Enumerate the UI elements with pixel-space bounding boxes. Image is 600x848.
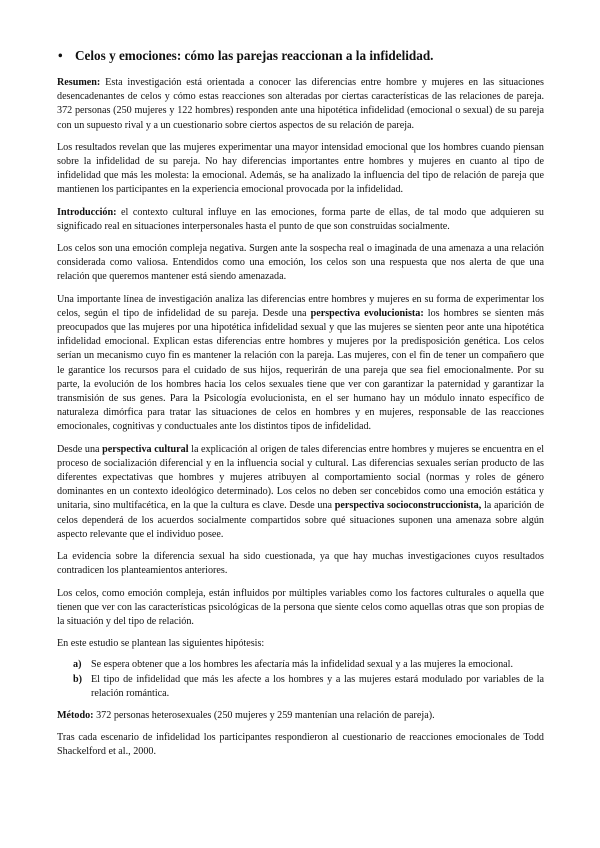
- list-item: [57, 673, 544, 701]
- bullet-icon: •: [58, 48, 63, 63]
- evolucionista-text-1: Una importante línea de investigación analiza las diferencias entre hombres y mujeres en su forma de experimentar los celos, según el tipo de infidelidad de su pareja. Desde una: [57, 293, 544, 319]
- list-item: [57, 658, 544, 672]
- cultural-paragraph: [57, 443, 544, 542]
- list-item-text: El tipo de infidelidad que más les afecte a los hombres y a las mujeres estará modulado por variables de la relación romántica.: [91, 673, 544, 699]
- hipotesis-intro: En este estudio se plantean las siguientes hipótesis:: [57, 638, 265, 650]
- evolucionista-paragraph: [57, 293, 544, 435]
- hipotesis-list: [57, 658, 544, 701]
- section-heading: [57, 48, 544, 64]
- list-item-text: Se espera obtener que a los hombres les afectaría más la infidelidad sexual y a las mujeres la emocional.: [91, 659, 513, 671]
- celos-compleja-paragraph: Los celos son una emoción compleja negativa. Surgen ante la sospecha real o imaginada de una amenaza a una relación considerada como valiosa. Entendidos como una emoción, los celos son una respuesta que nos alerta de que una relación que queremos mantener está siendo amenazada.: [57, 243, 544, 283]
- perspectiva-evolucionista-term: perspectiva evolucionista:: [310, 307, 424, 319]
- perspectiva-cultural-term: perspectiva cultural: [102, 443, 189, 455]
- introduccion-label: Introducción:: [57, 206, 117, 218]
- evidencia-paragraph: La evidencia sobre la diferencia sexual ha sido cuestionada, ya que hay muchas investigaciones cuyos resultados contradicen los planteamientos anteriores.: [57, 551, 544, 577]
- escenario-paragraph: Tras cada escenario de infidelidad los participantes respondieron al cuestionario de reacciones emocionales de Todd Shackelford et al., 2000.: [57, 732, 544, 758]
- document-page: [57, 48, 544, 768]
- cultural-text-1: Desde una: [57, 443, 103, 455]
- cultural-text-2: la explicación al origen de tales diferencias entre hombres y mujeres se encuentra en el proceso de socialización diferencial y en la influencia social y cultural. Las diferencias sexuales serían producto de las diferentes expectativas que hombres y mujeres atribuyen al comportamiento social (normas y roles de género dominantes en un contexto ideológico determinado). Los celos no deben ser concebidos como una emoción estática y unitaria, sino multifacética, en la que la cultura es clave. Desde una: [57, 443, 545, 512]
- introduccion-paragraph: [57, 206, 544, 234]
- resumen-paragraph: [57, 76, 544, 133]
- resumen-text: Esta investigación está orientada a conocer las diferencias entre hombre y mujeres en las situaciones desencadenantes de celos y cómo estas reacciones son alteradas por ciertas características de las relaciones de pareja. 372 personas (250 mujeres y 122 hombres) responden ante una hipotética infidelidad (emocional o sexual) de su pareja con un supuesto rival y a un cuestionario sobre ciertos aspectos de su relación de pareja.: [57, 77, 544, 131]
- section-title: Celos y emociones: cómo las parejas reaccionan a la infidelidad.: [75, 48, 434, 63]
- celos-variables-paragraph: Los celos, como emoción compleja, están influidos por múltiples variables como los factores culturales o aquella que tienen que ver con las características psicológicas de la persona que siente celos como aquellas otras que son propias de la situación y del tipo de relación.: [57, 587, 544, 627]
- metodo-label: Método:: [57, 709, 94, 721]
- resumen-label: Resumen:: [57, 77, 101, 88]
- evolucionista-text-2: los hombres se sienten más preocupados que las mujeres por una hipotética infidelidad sexual y que las mujeres se sienten peor ante una hipotética infidelidad emocional. Explican estas diferencias entre hombres y mujeres por la predisposición genética. Los celos serían un mecanismo cuyo fin es mantener la relación con la pareja. Las mujeres, con el fin de tener un compañero que le garantice los recursos para el cuidado de sus hijos, requerirán de una pareja que sea fiel emocionalmente. Por su parte, la evolución de los hombres hacia los celos sexuales tiene que ver con garantizar la paternidad y garantizar la transmisión de sus genes. Para la Psicología evolucionista, en el ser humano hay un módulo innato específico de naturaleza dimórfica para tratar las situaciones de celos en hombres y en mujeres, responsable de las reacciones emocionales, cognitivas y conductuales ante los distintos tipos de infidelidad.: [57, 307, 544, 433]
- cultural-text-3: la aparición de celos dependerá de los acuerdos socialmente compartidos sobre qué situaciones suponen una amenaza sobre algún aspecto relevante que el individuo posee.: [57, 500, 545, 540]
- list-marker: b): [73, 673, 83, 685]
- metodo-paragraph: [57, 709, 544, 723]
- list-marker: a): [73, 659, 82, 671]
- metodo-text: 372 personas heterosexuales (250 mujeres y 259 mantenían una relación de pareja).: [93, 709, 435, 721]
- perspectiva-socioconstruccionista-term: perspectiva socioconstruccionista,: [334, 500, 482, 512]
- introduccion-text: el contexto cultural influye en las emociones, forma parte de ellas, de tal modo que adquieren su significado real en situaciones interpersonales hasta el punto de que son construidas socialmente.: [57, 206, 544, 232]
- resultados-paragraph: Los resultados revelan que las mujeres experimentar una mayor intensidad emocional que los hombres cuando piensan sobre la infidelidad de su pareja. No hay diferencias importantes entre hombres y mujeres en cuanto al tipo de infidelidad que más les molesta: la emocional. Además, se ha analizado la influencia del tipo de relación de pareja que mantienen los participantes en la experiencia emocional provocada por la infidelidad.: [57, 141, 544, 196]
